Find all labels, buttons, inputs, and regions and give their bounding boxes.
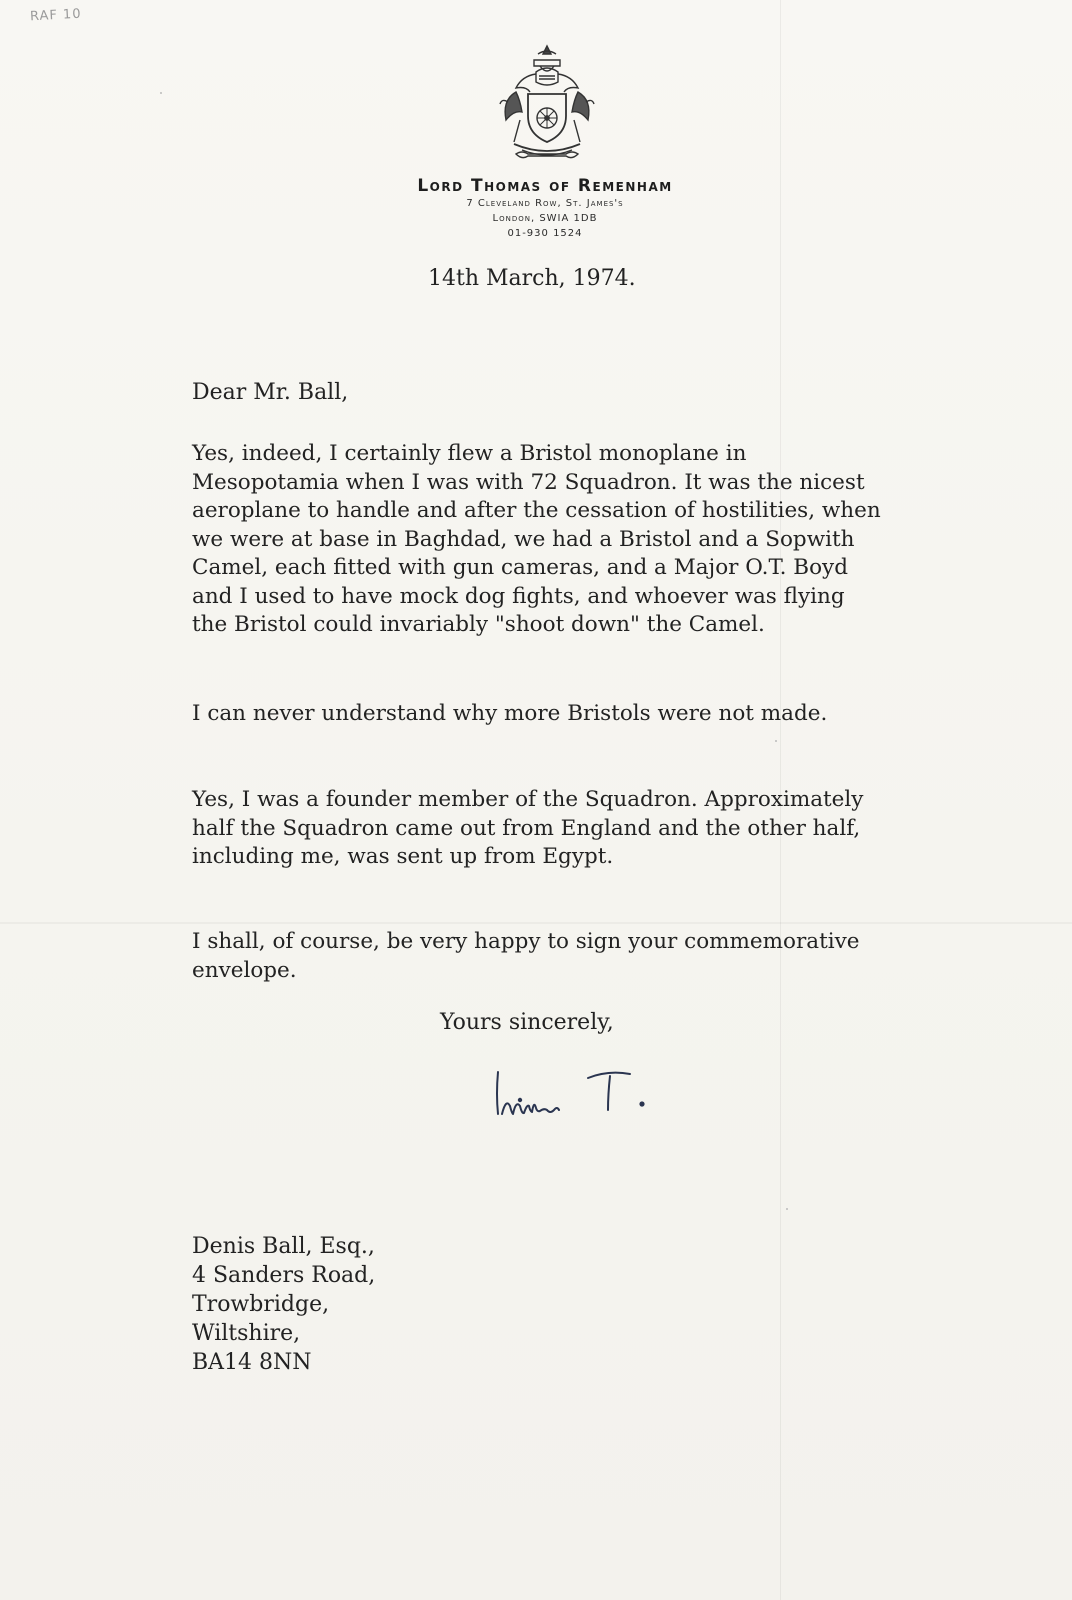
letter-date: 14th March, 1974. [428, 266, 636, 291]
body-paragraph: I can never understand why more Bristols were not made. [192, 701, 828, 726]
recipient-line: Trowbridge, [192, 1292, 330, 1317]
letterhead-name: Lord Thomas of Remenham [417, 176, 673, 196]
letterhead-phone: 01-930 1524 [507, 228, 583, 239]
recipient-line: Denis Ball, Esq., [192, 1234, 375, 1259]
body-paragraph: Yes, indeed, I certainly flew a Bristol monoplane in Mesopotamia when I was with 72 Squadron. It was the nicest aeroplane to handle and after the cessation of hostilities, when we were at base in Baghdad, we had a Bristol and a Sopwith Camel, each fitted with gun cameras, and a Major O.T. Boyd and I used to have mock dog fights, and whoever was flying the Bristol could invariably "shoot down" the Camel. [192, 441, 881, 637]
letterhead-address-line: London, SWIA 1DB [492, 213, 598, 224]
paper-speck [775, 740, 777, 742]
letterhead [340, 176, 750, 241]
recipient-line: Wiltshire, [192, 1321, 301, 1346]
recipient-address [192, 1232, 375, 1377]
body-paragraph: I shall, of course, be very happy to sign your commemorative envelope. [192, 929, 860, 983]
recipient-line: BA14 8NN [192, 1350, 312, 1375]
body-paragraph: Yes, I was a founder member of the Squadron. Approximately half the Squadron came out from England and the other half, including me, was sent up from Egypt. [192, 787, 864, 869]
closing: Yours sincerely, [440, 1010, 614, 1035]
paper-speck [786, 1208, 788, 1210]
signature [492, 1060, 672, 1130]
fold-line-horizontal [0, 922, 1072, 924]
paper-speck [160, 92, 162, 94]
letterhead-address-line: 7 Cleveland Row, St. James's [466, 198, 624, 209]
salutation: Dear Mr. Ball, [192, 380, 349, 405]
recipient-line: 4 Sanders Road, [192, 1263, 376, 1288]
margin-note: RAF 10 [29, 6, 82, 25]
coat-of-arms-icon [492, 42, 602, 167]
